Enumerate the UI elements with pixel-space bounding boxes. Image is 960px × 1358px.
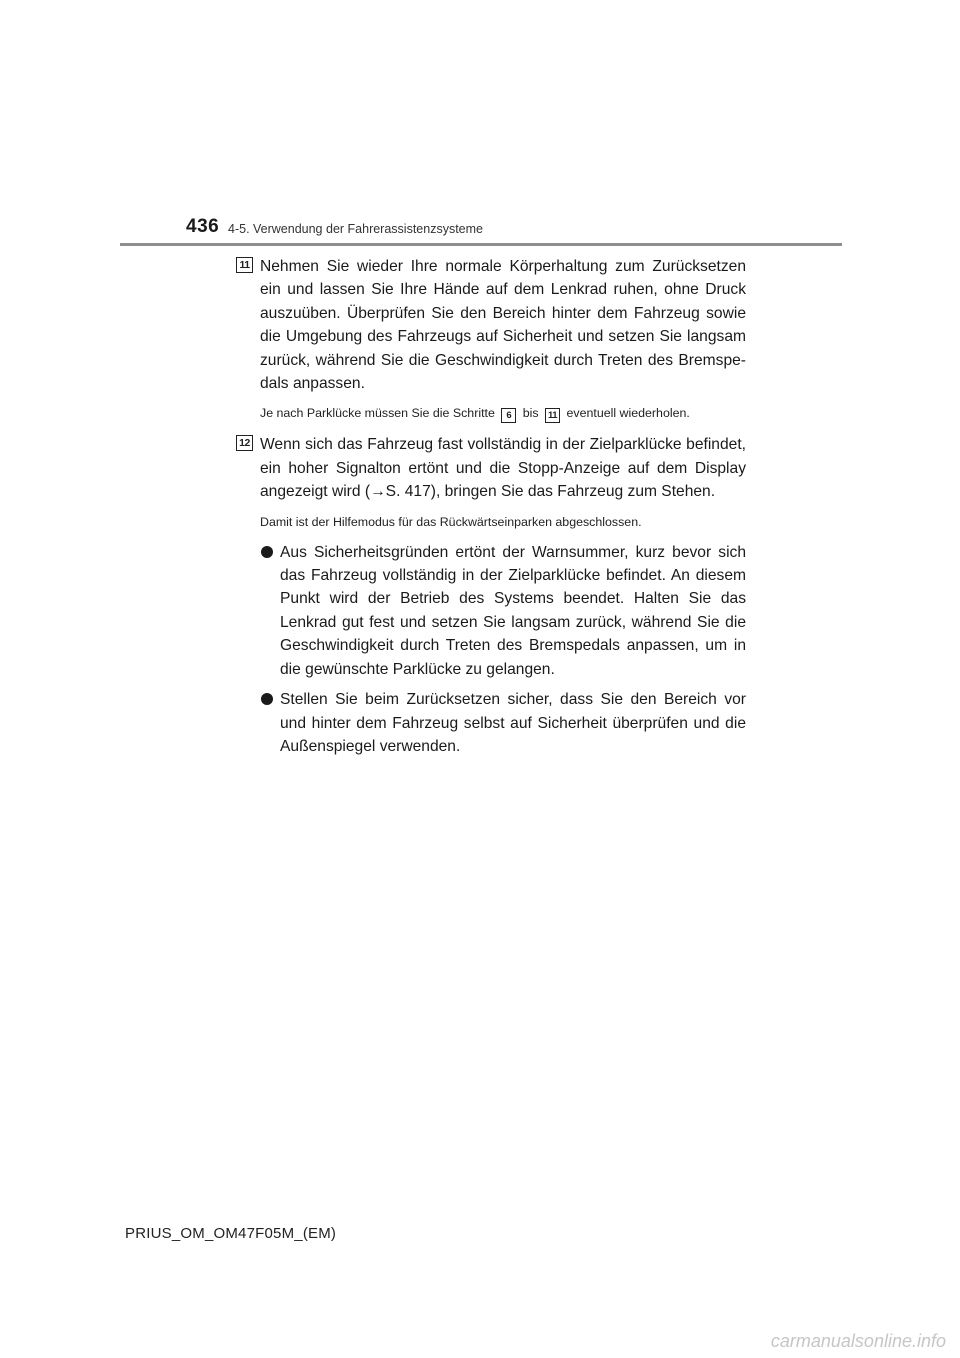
note-text-before: Je nach Parklücke müssen Sie die Schritte: [260, 406, 495, 421]
bullet-item: [260, 688, 746, 758]
step-note: Damit ist der Hilfemodus für das Rückwärtseinparken abgeschlossen.: [260, 514, 642, 529]
step-reference-badge: 11: [545, 408, 560, 423]
bullet-icon: [261, 693, 273, 705]
bullet-item: [260, 541, 746, 681]
document-code: PRIUS_OM_OM47F05M_(EM): [125, 1225, 337, 1242]
note-text-middle: bis: [522, 406, 539, 421]
step-text: Wenn sich das Fahrzeug fast vollständig in der Zielparklücke befindet, ein hoher Signalton ertönt und die Stopp-Anzeige auf dem Display angezeigt wird (→S. 417), bringen Sie das Fahrzeug zum Stehen.: [260, 436, 746, 501]
watermark: carmanualsonline.info: [770, 1331, 946, 1351]
bullet-icon: [261, 546, 273, 558]
step-number-badge: 12: [236, 435, 253, 451]
note-text-after: eventuell wiederholen.: [566, 406, 690, 421]
bullet-text: Aus Sicherheitsgründen ertönt der Warnsummer, kurz bevor sich das Fahrzeug vollständig in der Zielparklücke befindet. An diesem Punkt wird der Betrieb des Systems beendet. Halten Sie das Lenkrad gut fest und setzen Sie langsam zurück, während Sie die Geschwindigkeit durch Treten des Bremspedals anpassen, um in die gewünschte Parklücke zu gelangen.: [280, 543, 746, 678]
step-note: [260, 405, 746, 423]
step-number-badge: 11: [236, 257, 253, 273]
main-content: [236, 255, 746, 758]
step-reference-badge: 6: [501, 408, 516, 423]
step-12: [236, 433, 746, 758]
header-divider: [120, 243, 842, 246]
section-title: 4-5. Verwendung der Fahrerassistenzsysteme: [228, 222, 483, 236]
bullet-text: Stellen Sie beim Zurücksetzen sicher, dass Sie den Bereich vor und hinter dem Fahrzeug selbst auf Sicherheit überprüfen und die Außenspiegel verwenden.: [280, 691, 746, 755]
step-text: Nehmen Sie wieder Ihre normale Körperhaltung zum Zurücksetzen ein und lassen Sie Ihre Hände auf dem Lenkrad ruhen, ohne Druck auszuüben. Überprüfen Sie den Bereich hinter dem Fahrzeug sowie die Umgebung des Fahrzeugs auf Sicherheit und setzen Sie langsam zurück, während Sie die Geschwindigkeit durch Treten des Bremspedals anpassen.: [260, 258, 746, 393]
step-11: [236, 255, 746, 423]
page-number: 436: [186, 216, 220, 237]
